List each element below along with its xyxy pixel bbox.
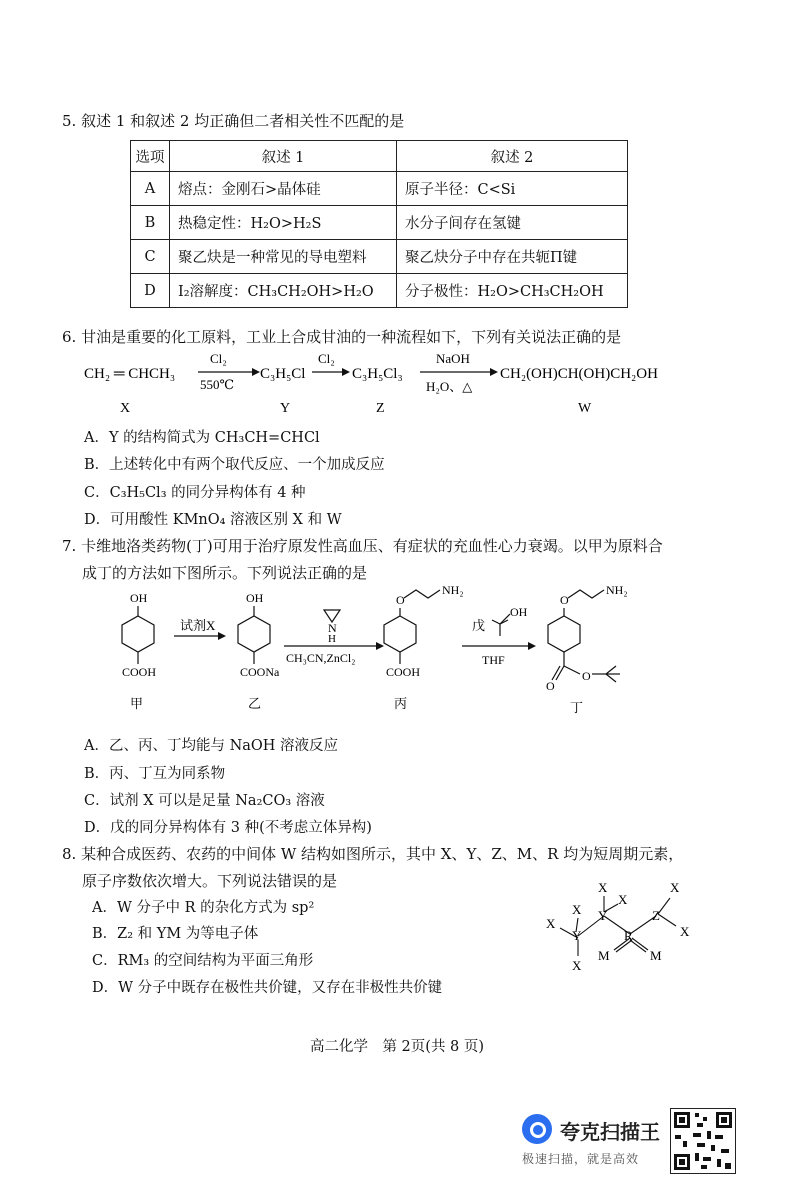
oh-label: OH [510, 605, 528, 619]
benzene-ring [548, 616, 580, 652]
table-cell: B [131, 206, 170, 240]
scanner-brand [522, 1112, 672, 1146]
q6-option-a: A．Y 的结构简式为 CH₃CH=CHCl [84, 430, 320, 446]
q6-option-c: C．C₃H₅Cl₃ 的同分异构体有 4 种 [84, 485, 306, 501]
q7-option-b: B．丙、丁互为同系物 [84, 766, 226, 782]
table-header-cell: 叙述 1 [170, 141, 397, 172]
arrow1-reagent: Cl₂ [210, 351, 227, 366]
q7-title-line1: 7. 卡维地洛类药物(丁)可用于治疗原发性高血压、有症状的充血性心力衰竭。以甲为原料合 [62, 537, 663, 555]
q8-option-c: C．RM₃ 的空间结构为平面三角形 [92, 953, 314, 969]
oh-label: OH [130, 591, 148, 605]
arrow3-reagent: NaOH [436, 351, 470, 366]
table-cell: A [131, 172, 170, 206]
coona-label: COONa [240, 665, 280, 679]
ester-o: O [582, 669, 591, 683]
label-w: W [578, 401, 592, 416]
oh-label: OH [246, 591, 264, 605]
formula-y: C₃H₅Cl [260, 366, 306, 382]
table-cell: 原子半径：C<Si [397, 172, 628, 206]
arrow1-condition: 550℃ [200, 377, 235, 392]
label-y: Y [280, 401, 291, 416]
label-ding: 丁 [570, 700, 584, 715]
q8-option-a: A．W 分子中 R 的杂化方式为 sp² [92, 900, 315, 916]
q8-title-line1: 8. 某种合成医药、农药的中间体 W 结构如图所示，其中 X、Y、Z、M、R 均为短周期元素， [62, 845, 684, 863]
q6-option-b: B．上述转化中有两个取代反应、一个加成反应 [84, 457, 385, 473]
arrow-head [218, 632, 226, 640]
q7-option-d: D．戊的同分异构体有 3 种(不考虑立体异构) [84, 820, 372, 836]
table-cell: 聚乙炔分子中存在共轭Π键 [397, 240, 628, 274]
atom-x: X [598, 880, 608, 895]
arrow-head [252, 368, 260, 376]
aziridine-n: N [328, 621, 337, 635]
aziridine-h: H [328, 633, 336, 645]
label-bing: 丙 [394, 696, 408, 711]
table-header-row [131, 141, 628, 172]
atom-m: M [598, 948, 610, 963]
carbonyl-o: O [546, 679, 555, 693]
q8-option-b: B．Z₂ 和 YM 为等电子体 [92, 926, 259, 942]
brand-name: 夸克扫描王 [560, 1120, 660, 1144]
compound-yi [238, 591, 280, 711]
table-cell: 分子极性：H₂O>CH₃CH₂OH [397, 274, 628, 308]
qr-code-icon [670, 1108, 736, 1174]
table-cell: I₂溶解度：CH₃CH₂OH>H₂O [170, 274, 397, 308]
reagent-wu: 戊 [472, 618, 486, 633]
table-cell: 水分子间存在氢键 [397, 206, 628, 240]
table-header-cell: 选项 [131, 141, 170, 172]
cooh-label: COOH [386, 665, 421, 679]
brand-logo-icon [522, 1114, 552, 1144]
arrow-head [342, 368, 350, 376]
arrow2-reagent: Cl₂ [318, 351, 335, 366]
arrow-head [490, 368, 498, 376]
table-header-cell: 叙述 2 [397, 141, 628, 172]
label-yi: 乙 [248, 696, 262, 711]
q7-title-line2: 成丁的方法如下图所示。下列说法正确的是 [82, 564, 368, 582]
q8-molecule-structure [534, 876, 714, 976]
atom-y: Y [598, 908, 608, 923]
ethylamine-chain [404, 590, 440, 598]
atom-x: X [680, 924, 690, 939]
benzene-ring [384, 616, 416, 652]
atom-r: R [624, 928, 633, 943]
aziridine-reagent [324, 610, 340, 645]
ethylamine-chain [568, 590, 604, 598]
q5-title: 5. 叙述 1 和叙述 2 均正确但二者相关性不匹配的是 [62, 112, 405, 130]
label-z: Z [376, 401, 385, 416]
q8-title-line2: 原子序数依次增大。下列说法错误的是 [82, 872, 338, 890]
arrow3-condition: H₂O、△ [426, 379, 473, 394]
thf-label: THF [482, 653, 505, 667]
brand-slogan: 极速扫描，就是高效 [522, 1152, 640, 1166]
carbonyl-bond [552, 666, 560, 680]
label-jia: 甲 [130, 696, 144, 711]
atom-x: X [670, 880, 680, 895]
table-row [131, 206, 628, 240]
formula-x: CH₂ ═ CHCH₃ [84, 366, 176, 382]
table-row [131, 274, 628, 308]
condition-2: CH₃CN,ZnCl₂ [286, 651, 356, 665]
table-cell: 热稳定性：H₂O>H₂S [170, 206, 397, 240]
table-cell: 聚乙炔是一种常见的导电塑料 [170, 240, 397, 274]
q7-reaction-scheme [100, 584, 720, 724]
arrow-head [528, 642, 536, 650]
compound-jia [122, 591, 156, 711]
benzene-ring [122, 616, 154, 652]
q6-option-d: D．可用酸性 KMnO₄ 溶液区别 X 和 W [84, 512, 342, 528]
table-row [131, 240, 628, 274]
table-cell: D [131, 274, 170, 308]
q5-table [130, 140, 628, 308]
page-footer: 高二化学 第 2页(共 8 页) [309, 1039, 485, 1055]
compound-ding [546, 584, 628, 715]
table-row [131, 172, 628, 206]
cooh-label: COOH [122, 665, 157, 679]
o-label: O [396, 593, 405, 607]
formula-w: CH₂(OH)CH(OH)CH₂OH [500, 366, 658, 382]
arrow-head [376, 642, 384, 650]
atom-x: X [618, 892, 628, 907]
table-cell: 熔点：金刚石>晶体硅 [170, 172, 397, 206]
carbonyl-bond [556, 666, 564, 680]
atom-x: X [572, 958, 582, 973]
atom-m: M [650, 948, 662, 963]
atom-y: Y [572, 928, 582, 943]
o-label: O [560, 593, 569, 607]
nh2-label: NH₂ [606, 584, 628, 597]
formula-z: C₃H₅Cl₃ [352, 366, 403, 382]
reagent-x: 试剂X [180, 618, 216, 633]
q7-option-c: C．试剂 X 可以是足量 Na₂CO₃ 溶液 [84, 793, 325, 809]
label-x: X [120, 401, 131, 416]
tert-butanol-structure [492, 605, 528, 636]
q6-reaction-scheme [80, 348, 710, 418]
atom-z: Z [652, 908, 660, 923]
q6-title: 6. 甘油是重要的化工原料，工业上合成甘油的一种流程如下，下列有关说法正确的是 [62, 328, 622, 346]
q8-option-d: D．W 分子中既存在极性共价键，又存在非极性共价键 [92, 980, 443, 996]
benzene-ring [238, 616, 270, 652]
atom-x: X [546, 916, 556, 931]
nh2-label: NH₂ [442, 584, 464, 597]
atom-x: X [572, 902, 582, 917]
table-cell: C [131, 240, 170, 274]
compound-bing [384, 584, 464, 711]
q7-option-a: A．乙、丙、丁均能与 NaOH 溶液反应 [84, 738, 339, 754]
